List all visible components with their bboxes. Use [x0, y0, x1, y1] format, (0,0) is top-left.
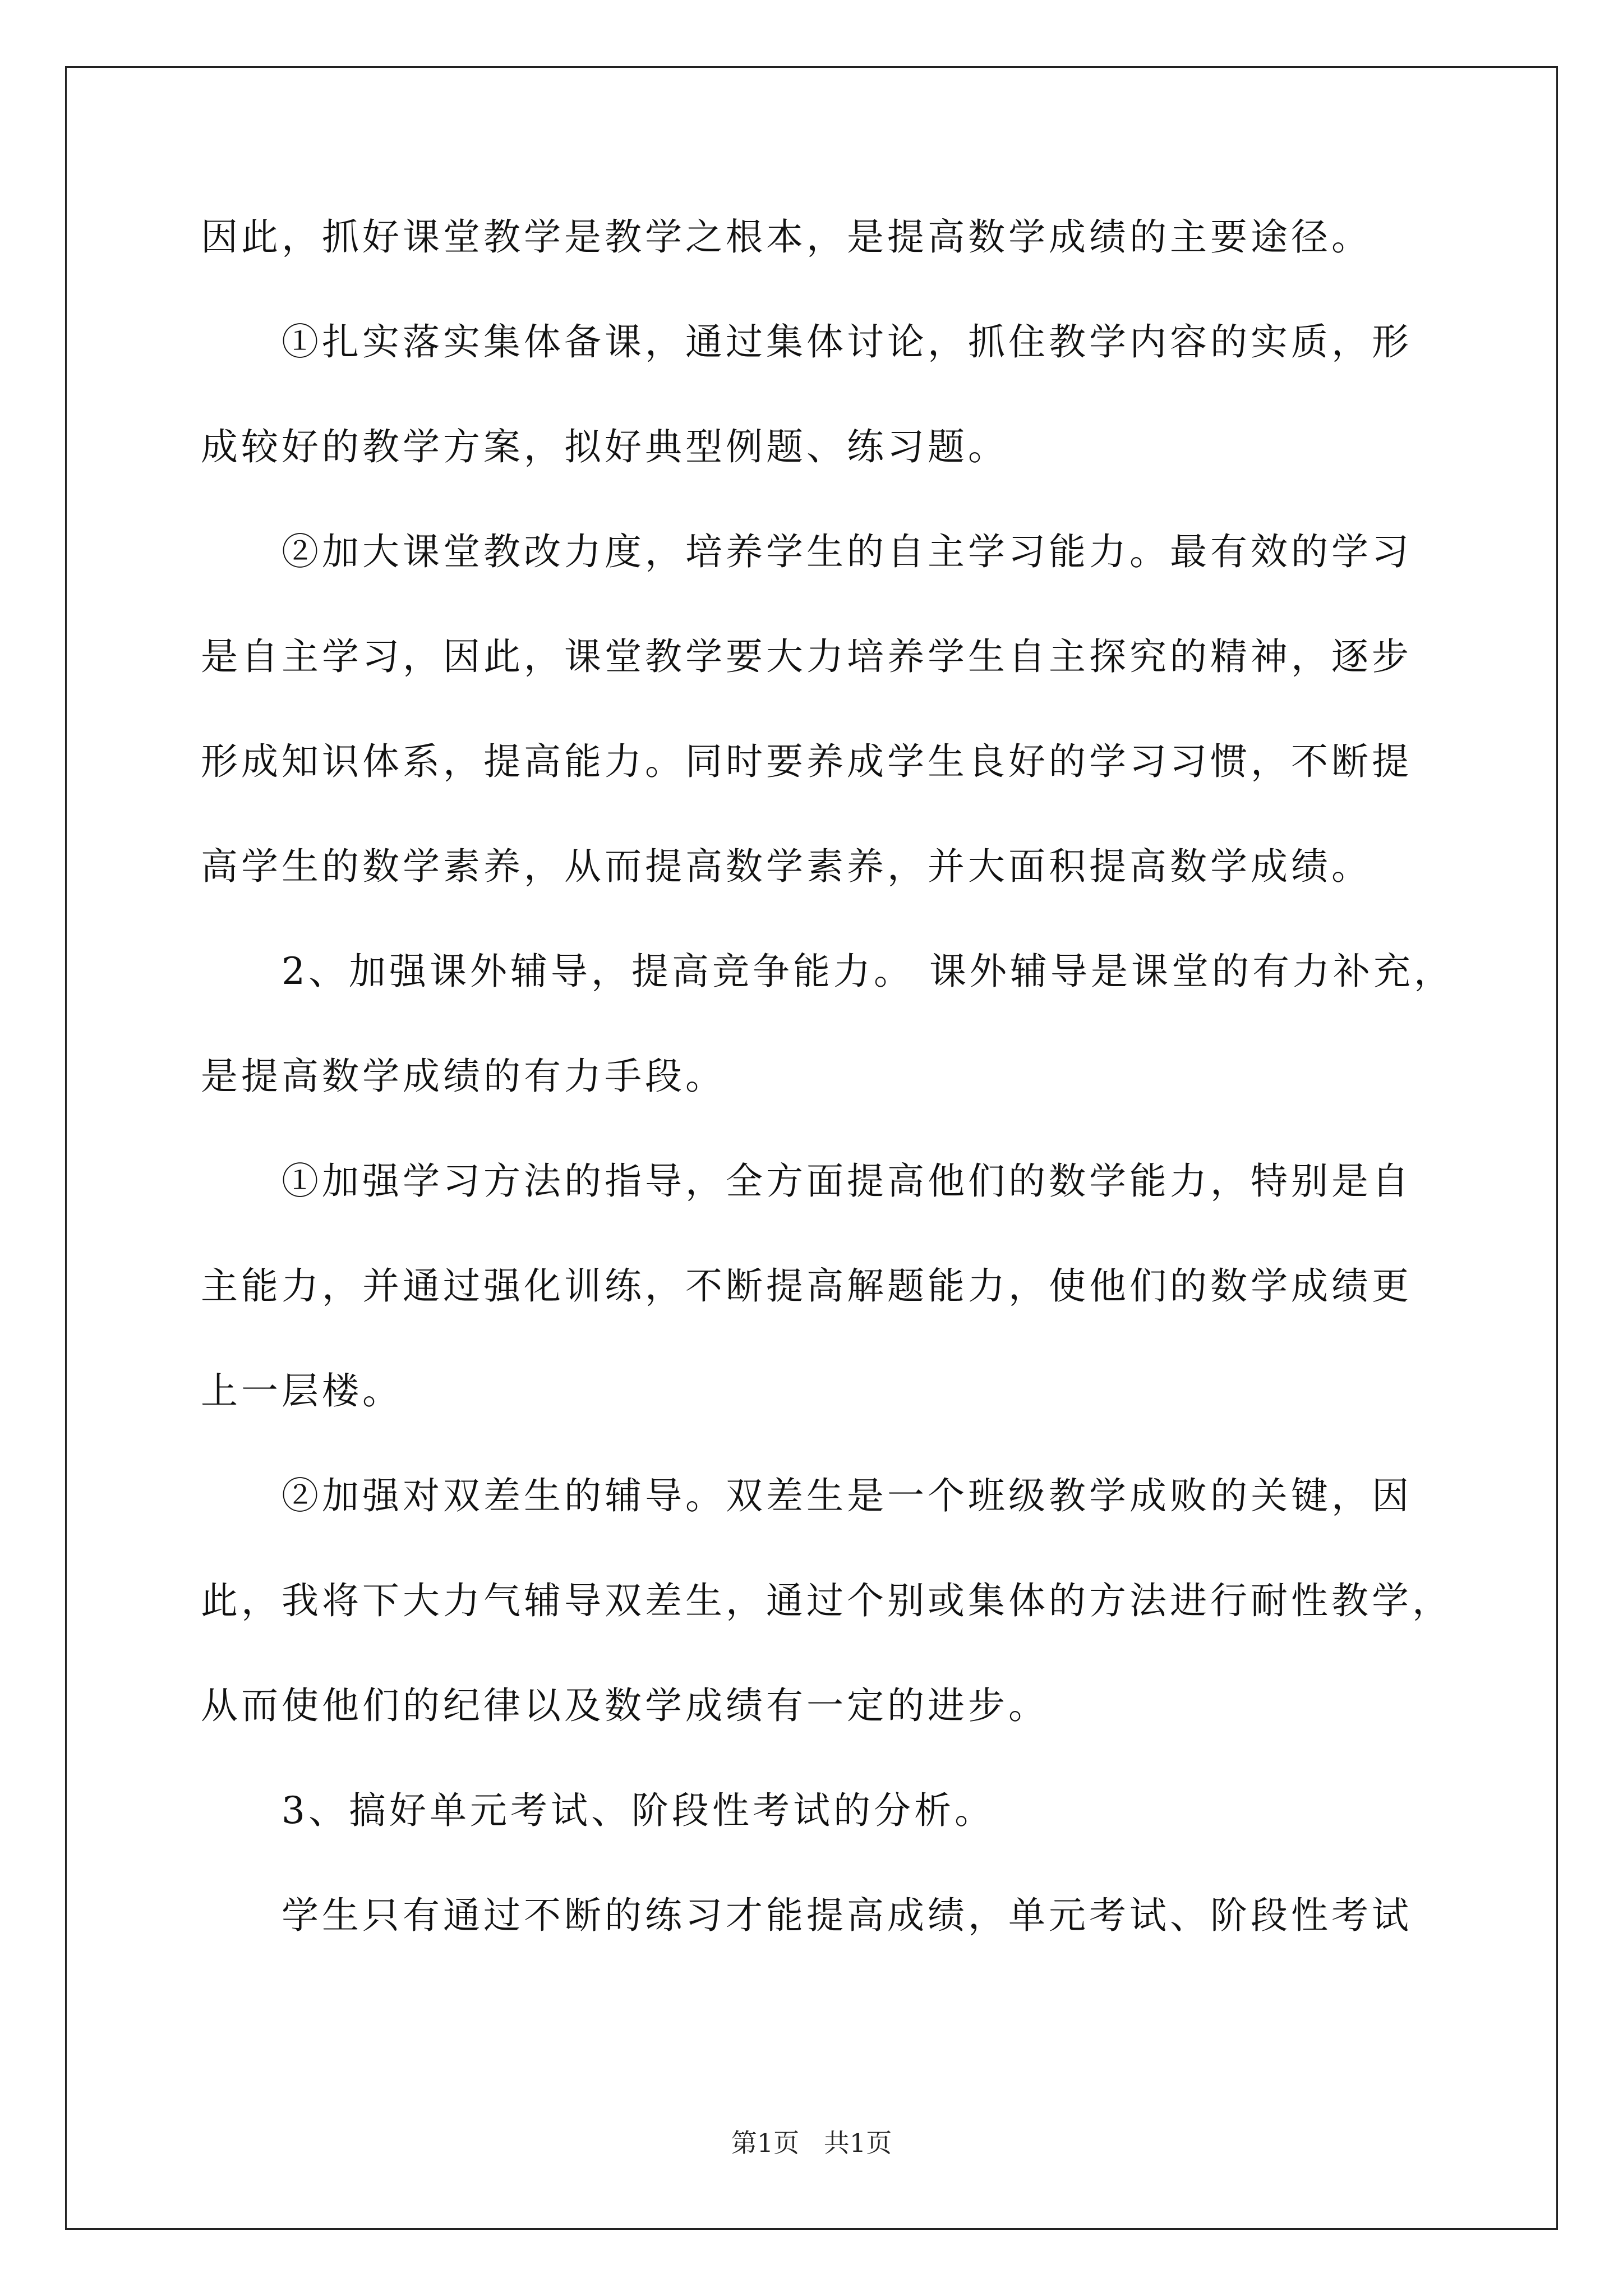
paragraph-line: 因此，抓好课堂教学是教学之根本，是提高数学成绩的主要途径。 — [201, 215, 1372, 259]
paragraph-line: 3、搞好单元考试、阶段性考试的分析。 — [282, 1789, 995, 1832]
paragraph-line: 上一层楼。 — [201, 1369, 403, 1412]
paragraph-line: 学生只有通过不断的练习才能提高成绩，单元考试、阶段性考试 — [282, 1894, 1412, 1937]
page-number-footer: 第1页 共1页 — [731, 2128, 892, 2158]
paragraph-line: 成较好的教学方案，拟好典型例题、练习题。 — [201, 425, 1008, 468]
paragraph-line: 是自主学习，因此，课堂教学要大力培养学生自主探究的精神，逐步 — [201, 635, 1412, 678]
paragraph-line: ①加强学习方法的指导，全方面提高他们的数学能力，特别是自 — [282, 1159, 1412, 1203]
paragraph-line: 是提高数学成绩的有力手段。 — [201, 1055, 726, 1098]
paragraph-line: 主能力，并通过强化训练，不断提高解题能力，使他们的数学成绩更 — [201, 1264, 1412, 1308]
paragraph-line: 高学生的数学素养，从而提高数学素养，并大面积提高数学成绩。 — [201, 845, 1372, 888]
paragraph-line: ②加强对双差生的辅导。双差生是一个班级教学成败的关键，因 — [282, 1474, 1412, 1517]
paragraph-line: 从而使他们的纪律以及数学成绩有一定的进步。 — [201, 1684, 1049, 1727]
paragraph-line: ②加大课堂教改力度，培养学生的自主学习能力。最有效的学习 — [282, 530, 1412, 573]
document-body — [201, 212, 1454, 1995]
paragraph-line: 2、加强课外辅导，提高竞争能力。 课外辅导是课堂的有力补充， — [282, 950, 1454, 993]
paragraph-line: 形成知识体系，提高能力。同时要养成学生良好的学习习惯，不断提 — [201, 740, 1412, 783]
paragraph-line: 此，我将下大力气辅导双差生，通过个别或集体的方法进行耐性教学， — [201, 1579, 1453, 1622]
paragraph-line: ①扎实落实集体备课，通过集体讨论，抓住教学内容的实质，形 — [282, 320, 1412, 364]
